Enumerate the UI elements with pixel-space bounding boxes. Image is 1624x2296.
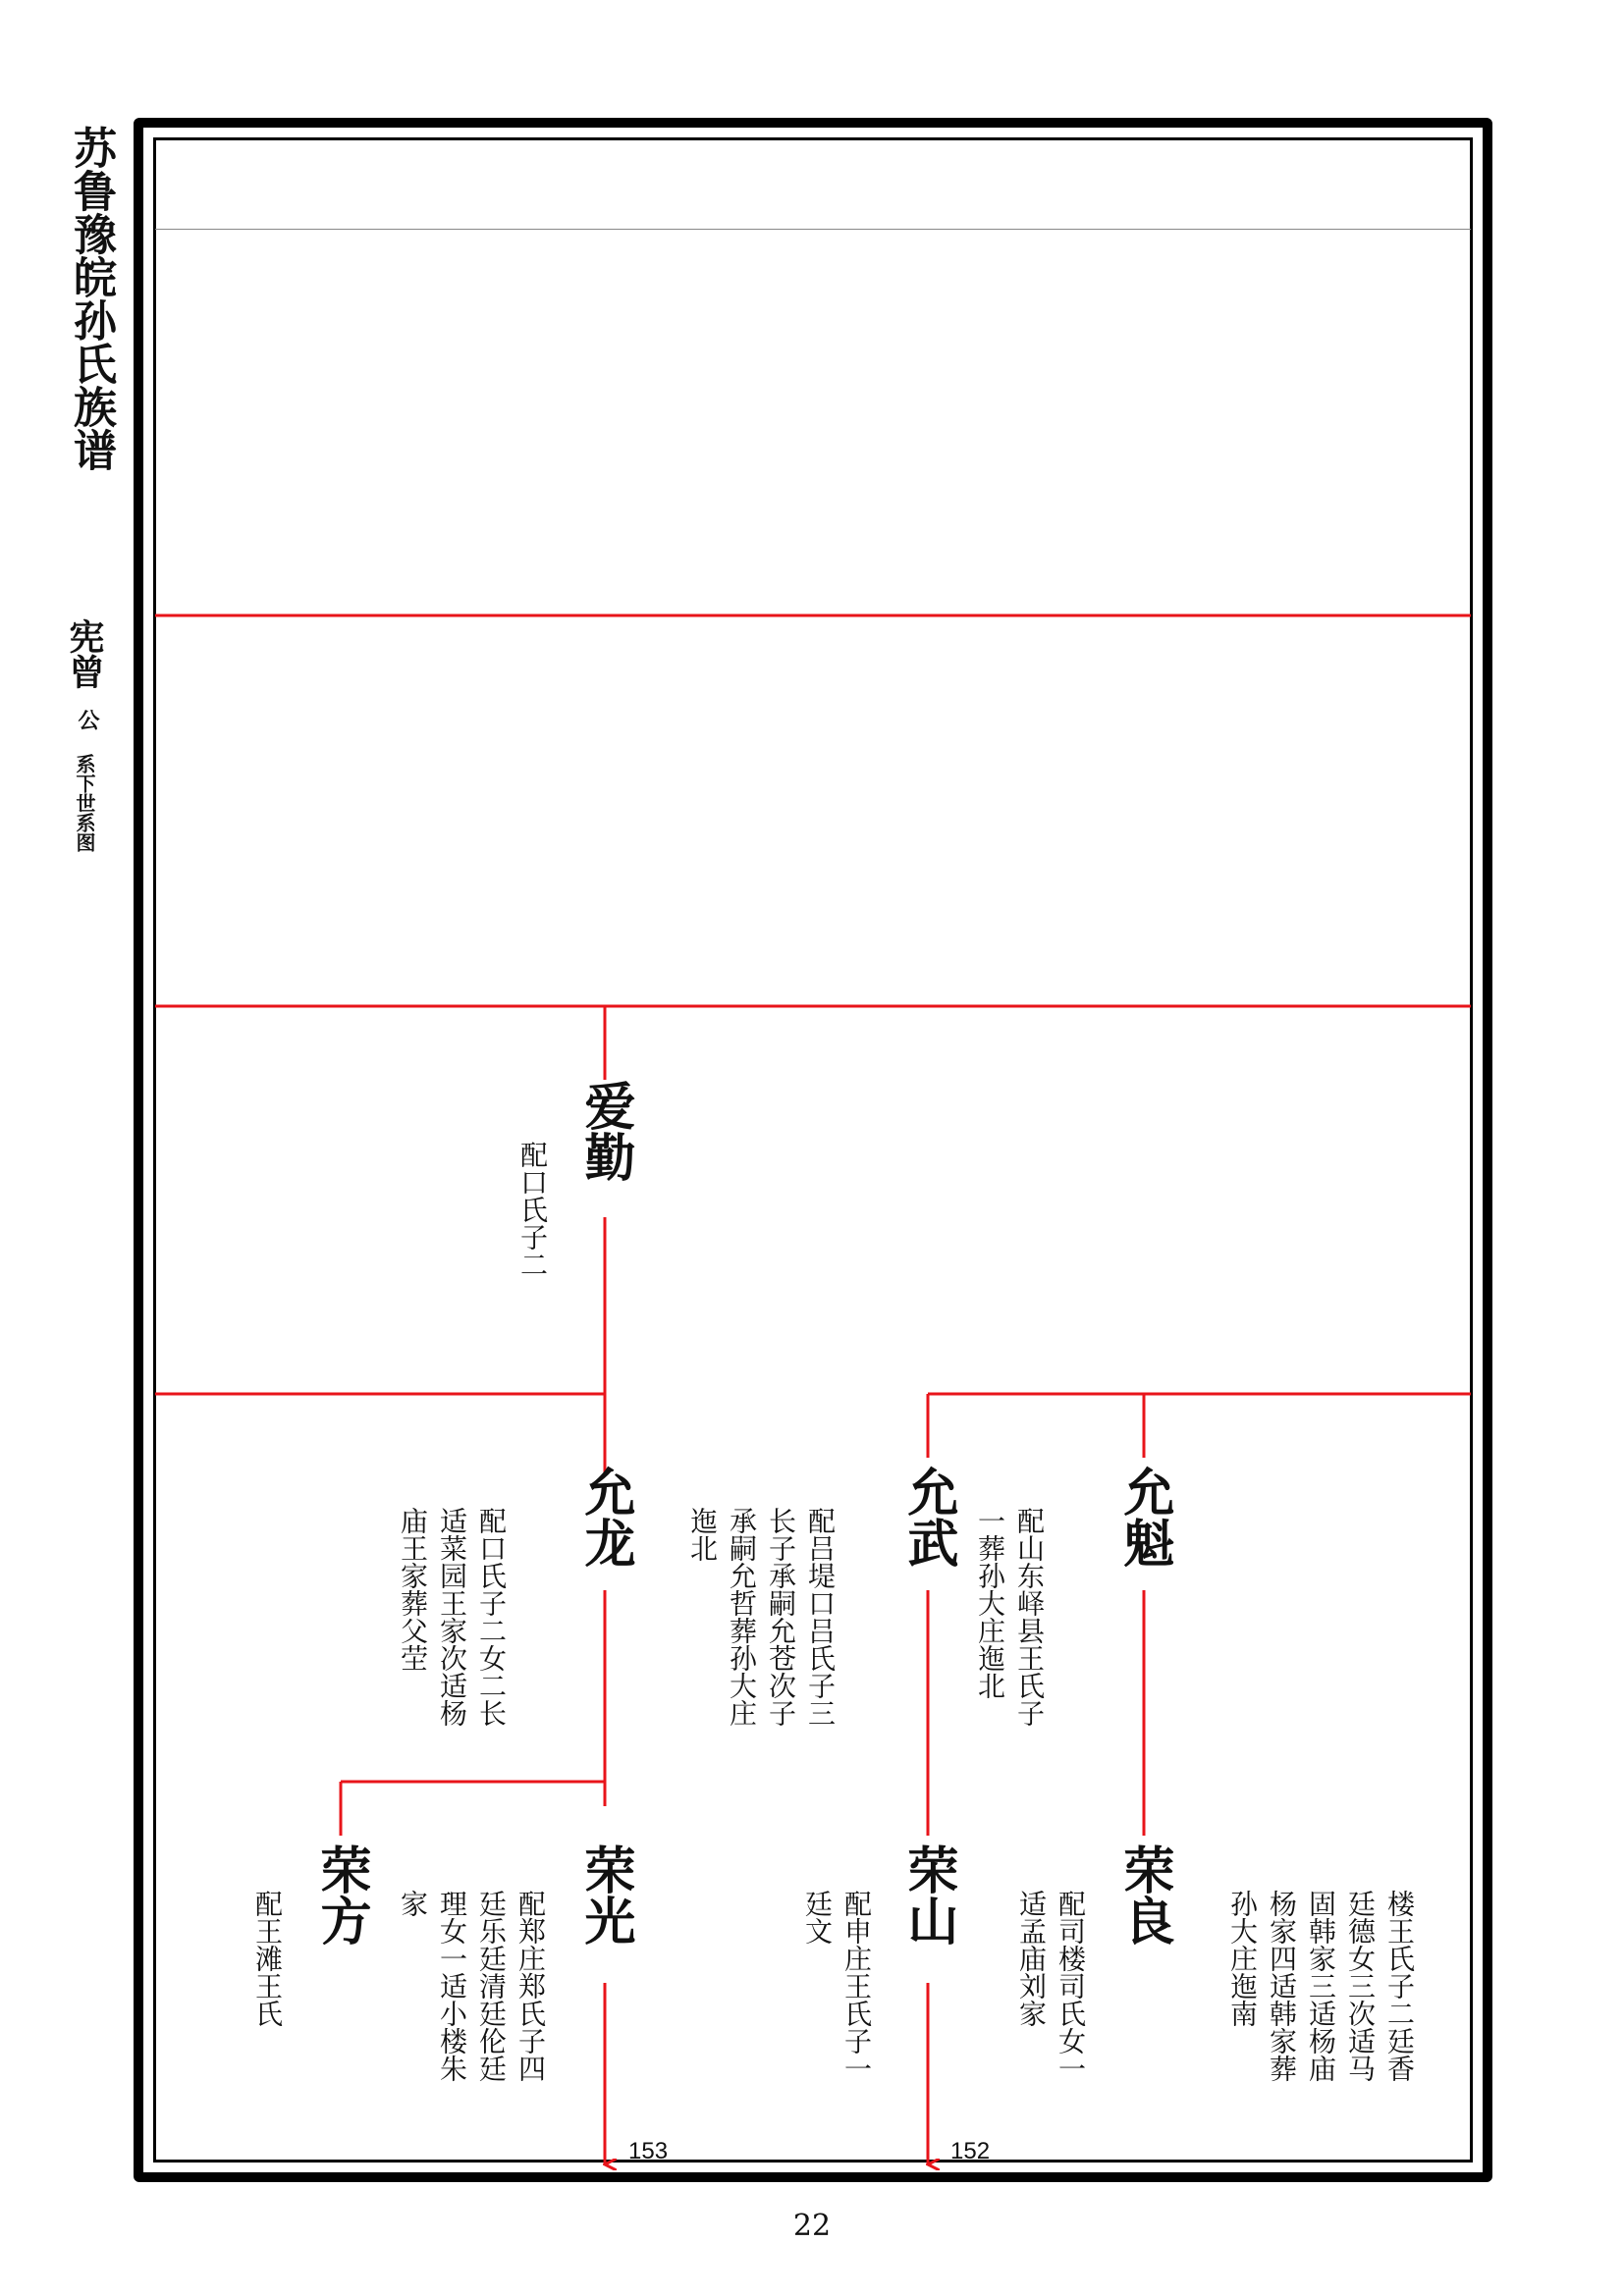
person-name-rongliang: 荣良	[1114, 1843, 1174, 1946]
person-name-yunwu: 允武	[898, 1466, 958, 1568]
person-note-yunkui: 配山东峄县王氏子一葬孙大庄迤北	[974, 1507, 1046, 1727]
person-note-rongshan: 配申庄王氏子一廷文	[801, 1890, 873, 2082]
person-name-aiqin: 爱勤	[575, 1080, 635, 1182]
person-name-rongfang: 荣方	[311, 1843, 371, 1946]
person-name-yunkui: 允魁	[1114, 1466, 1174, 1568]
person-note-rongguang: 配郑庄郑氏子四廷乐廷清廷伦廷理女一适小楼朱家	[397, 1890, 547, 2082]
person-note-aiqin: 配口氏子二	[516, 1141, 549, 1278]
person-note-yunlong: 配口氏子二女二长适菜园王家次适杨庙王家葬父茔	[397, 1507, 508, 1727]
person-name-yunlong: 允龙	[575, 1466, 635, 1568]
person-note-yunwu: 配吕堤口吕氏子三长子承嗣允苍次子承嗣允哲葬孙大庄迤北	[686, 1507, 837, 1727]
genealogy-title: 苏鲁豫皖孙氏族谱	[66, 126, 116, 471]
continuation-page-rongguang: 153	[628, 2138, 669, 2164]
person-note-rongliang-continued: 楼王氏子二廷香廷德女三次适马固韩家三适杨庙杨家四适韩家葬孙大庄迤南	[1226, 1890, 1416, 2082]
person-name-rongguang: 荣光	[575, 1843, 635, 1946]
chart-subtitle: 系下世系图	[73, 754, 96, 852]
branch-name: 宪曾	[64, 618, 105, 689]
person-note-rongfang: 配王滩王氏	[251, 1890, 284, 2027]
person-name-rongshan: 荣山	[898, 1843, 958, 1946]
page-number: 22	[792, 2209, 832, 2243]
continuation-page-rongshan: 152	[950, 2138, 991, 2164]
person-note-rongliang: 配司楼司氏女一适孟庙刘家	[1015, 1890, 1087, 2082]
branch-honorific: 公	[75, 709, 100, 730]
